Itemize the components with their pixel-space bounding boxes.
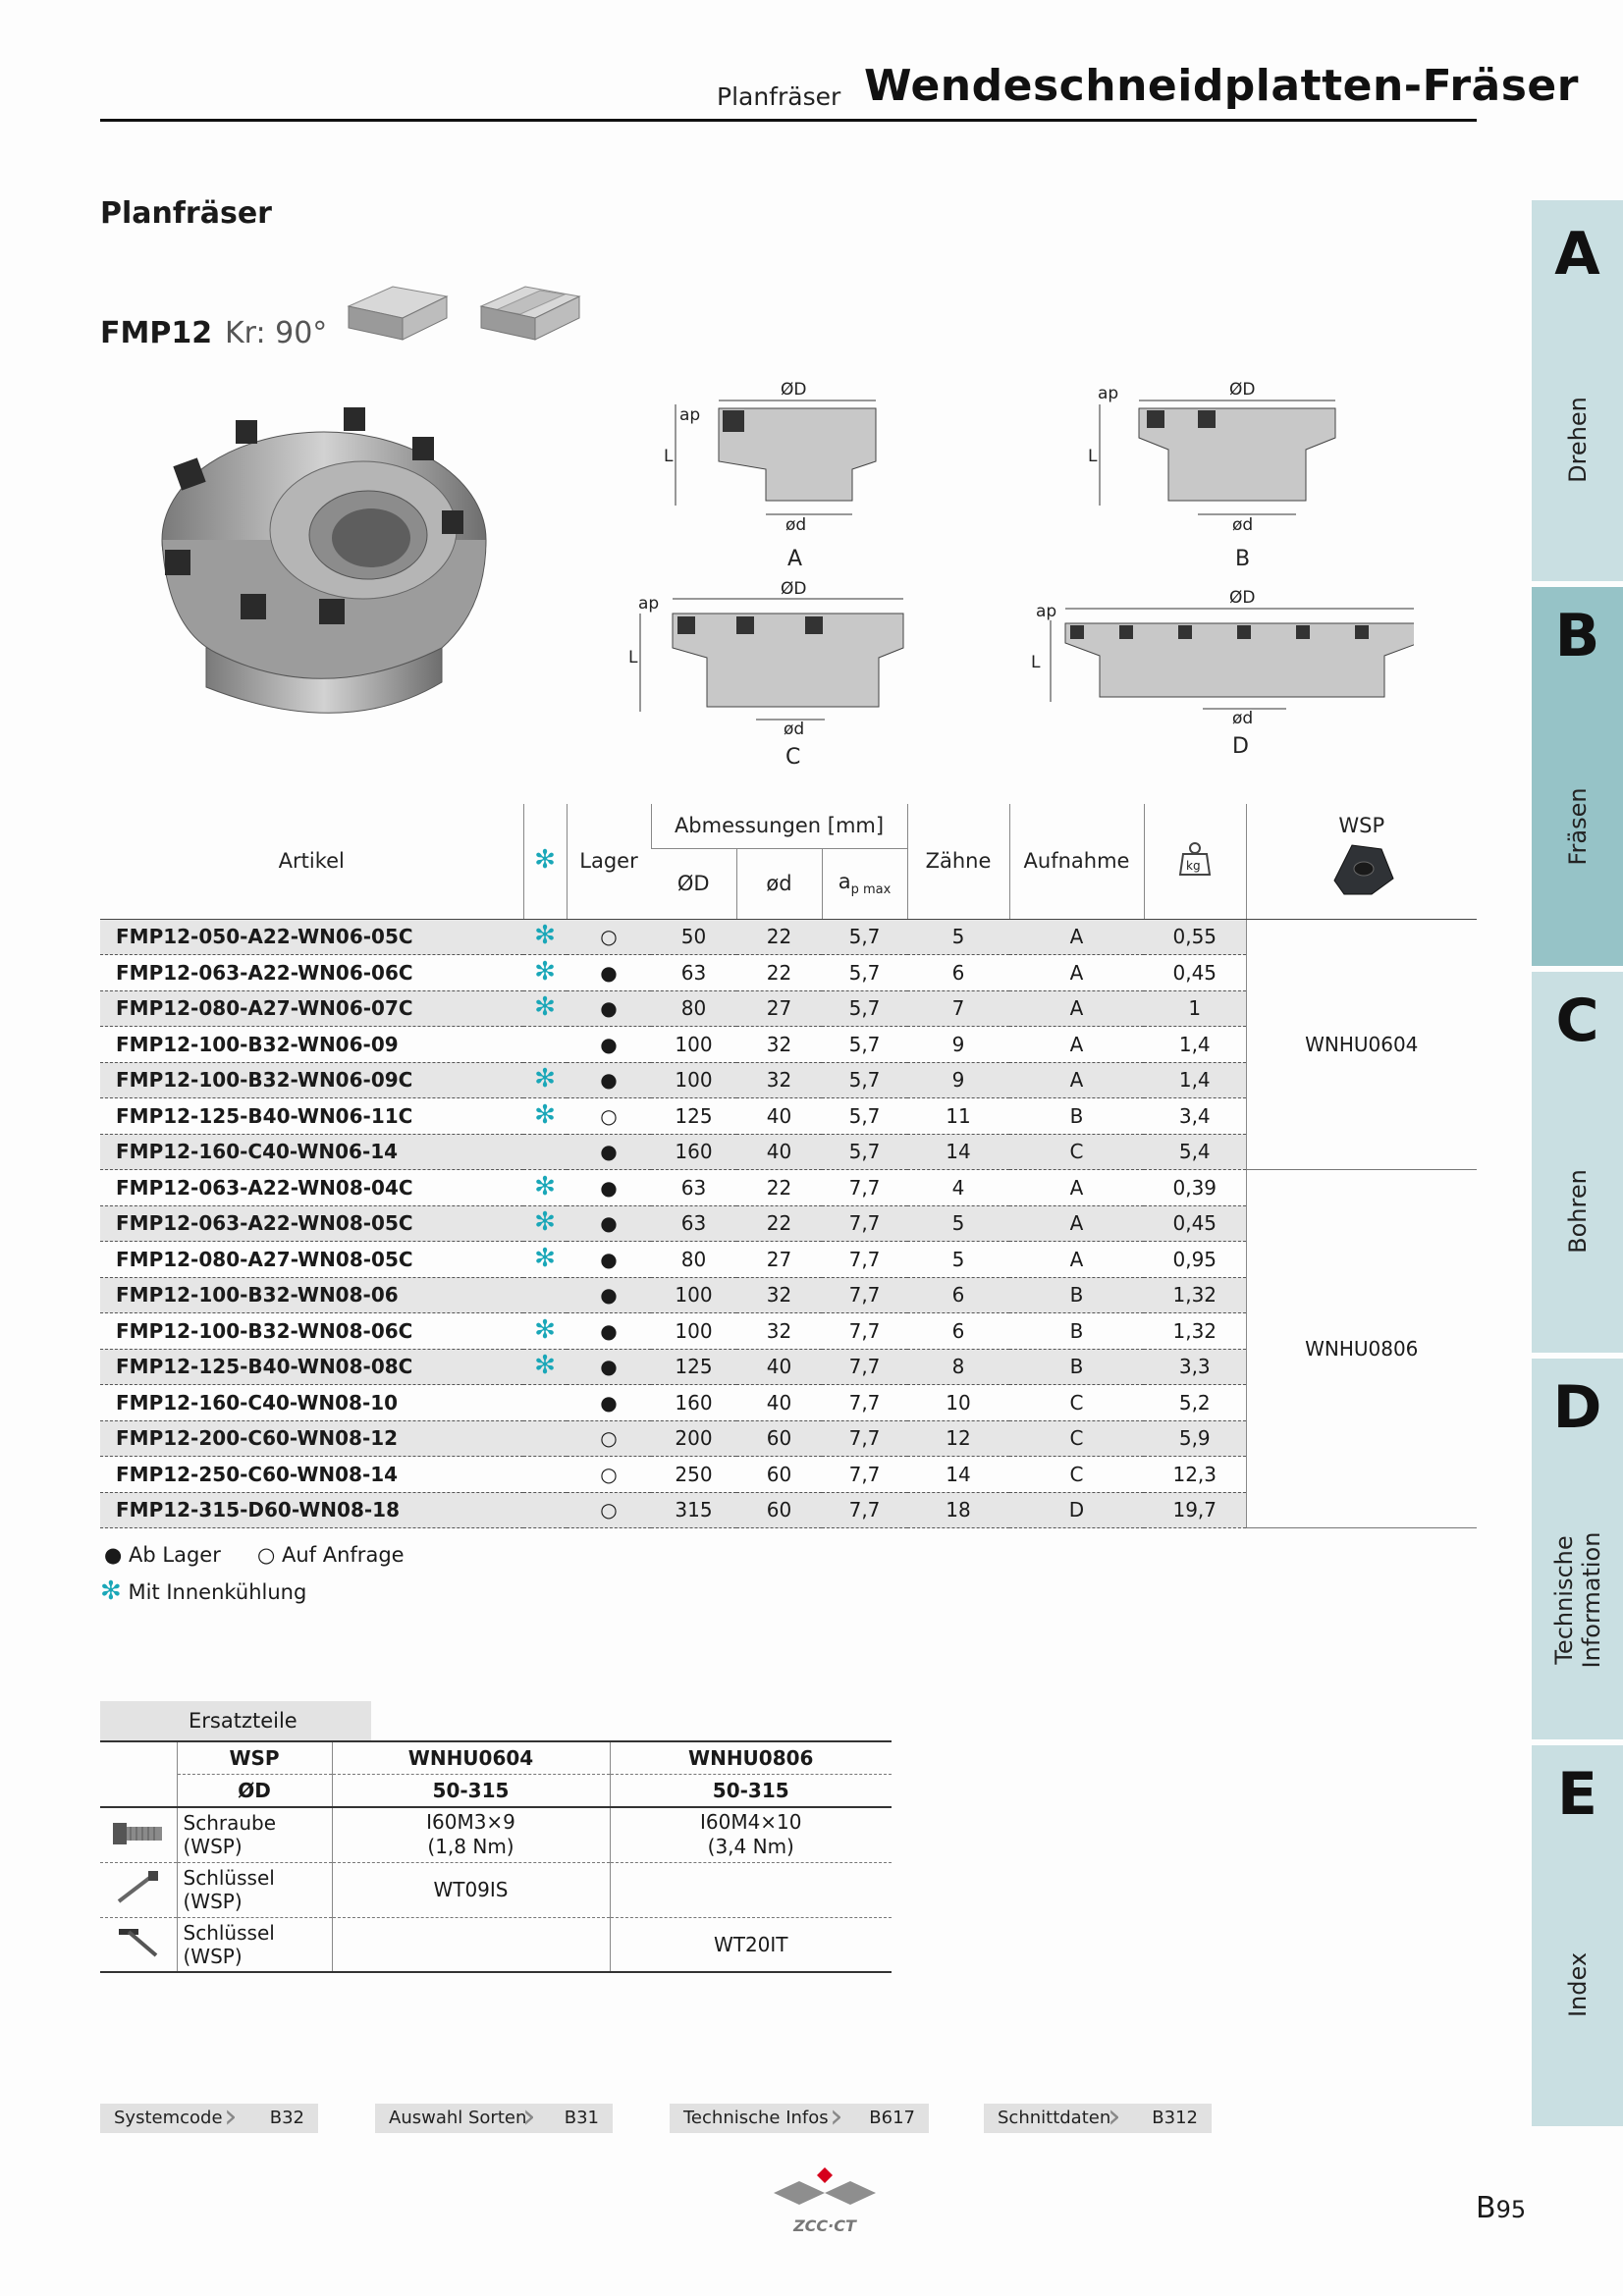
tab-word: Bohren [1563, 1169, 1592, 1254]
cell-auf: C [1009, 1457, 1144, 1493]
cell-lager: ● [567, 1313, 651, 1350]
ref-technische-infos[interactable] [670, 2097, 929, 2136]
spare-h2-c2: 50-315 [610, 1775, 892, 1808]
cell-lager: ● [567, 1385, 651, 1421]
col-od: ød [736, 848, 822, 919]
cell-ap: 7,7 [822, 1242, 907, 1278]
col-cooling [523, 804, 567, 919]
cell-lager: ○ [567, 1457, 651, 1493]
cell-artikel: FMP12-250-C60-WN08-14 [100, 1457, 523, 1493]
cell-cool [523, 1027, 567, 1063]
spare-h1-c2: WNHU0806 [610, 1741, 892, 1775]
cell-cool [523, 1420, 567, 1457]
cell-z: 4 [907, 1170, 1009, 1206]
cell-lager: ● [567, 1062, 651, 1098]
cell-z: 12 [907, 1420, 1009, 1457]
cell-ap: 7,7 [822, 1277, 907, 1313]
cell-od: 27 [736, 990, 822, 1027]
cell-OD: 160 [651, 1385, 736, 1421]
product-table [100, 804, 1477, 1528]
tab-letter: B [1554, 602, 1600, 670]
cell-od: 60 [736, 1492, 822, 1528]
cell-kg: 0,45 [1144, 955, 1246, 991]
cell-kg: 1 [1144, 990, 1246, 1027]
cell-z: 7 [907, 990, 1009, 1027]
diagram-c [628, 579, 903, 766]
cell-z: 10 [907, 1385, 1009, 1421]
col-lager: Lager [567, 804, 651, 919]
cell-cool [523, 1457, 567, 1493]
key-icon [100, 1862, 177, 1917]
tab-a-drehen[interactable] [1532, 200, 1623, 581]
cell-od: 32 [736, 1062, 822, 1098]
cell-od: 32 [736, 1027, 822, 1063]
cell-cool [523, 955, 567, 991]
tab-d-technische-information[interactable] [1532, 1359, 1623, 1739]
diagram-b [1088, 380, 1335, 571]
cell-ap: 5,7 [822, 1098, 907, 1135]
cell-artikel: FMP12-063-A22-WN08-04C [100, 1170, 523, 1206]
ref-label: Auswahl Sorten [389, 2108, 527, 2128]
tab-word: Fräsen [1563, 787, 1592, 866]
spare-h1-label: WSP [177, 1741, 332, 1775]
cell-od: 40 [736, 1385, 822, 1421]
diagram-a-caption: A [787, 547, 803, 571]
diagram-b-od-label: ØD [1229, 380, 1256, 400]
cell-artikel: FMP12-100-B32-WN06-09C [100, 1062, 523, 1098]
cell-lager: ● [567, 1170, 651, 1206]
cell-kg: 0,39 [1144, 1170, 1246, 1206]
coolant-icon: ✻ [534, 1243, 556, 1273]
cell-od: 40 [736, 1349, 822, 1385]
cell-kg: 5,9 [1144, 1420, 1246, 1457]
legend-ab-lager: ● Ab Lager [104, 1543, 221, 1567]
cell-z: 14 [907, 1134, 1009, 1170]
spare-row [100, 1862, 892, 1917]
diagram-a [664, 380, 876, 571]
tab-word-line2: Information [1577, 1531, 1605, 1669]
col-ap-a: a [838, 869, 851, 893]
product-code: FMP12 [100, 316, 213, 350]
coolant-icon: ✻ [534, 1207, 556, 1238]
page-number-num: 95 [1495, 2196, 1527, 2223]
cell-OD: 63 [651, 955, 736, 991]
cell-ap: 5,7 [822, 990, 907, 1027]
coolant-icon: ✻ [534, 1099, 556, 1130]
zcc-ct-logo [766, 2160, 884, 2238]
section-title: Planfräser [100, 196, 272, 231]
cell-OD: 200 [651, 1420, 736, 1457]
cell-kg: 0,45 [1144, 1205, 1246, 1242]
legend-innen-label: Mit Innenkühlung [128, 1580, 307, 1604]
cell-artikel: FMP12-125-B40-WN06-11C [100, 1098, 523, 1135]
spare-row-label: Schlüssel (WSP) [177, 1862, 332, 1917]
wsp-label: WSP [1338, 814, 1385, 837]
wsp-group: WNHU0806 [1246, 1170, 1477, 1528]
cell-auf: A [1009, 990, 1144, 1027]
coolant-icon: ✻ [534, 956, 556, 987]
col-wsp [1246, 804, 1477, 919]
cell-OD: 125 [651, 1098, 736, 1135]
cell-od: 27 [736, 1242, 822, 1278]
cell-artikel: FMP12-315-D60-WN08-18 [100, 1492, 523, 1528]
cutter-type-diagrams [628, 373, 1414, 766]
cell-artikel: FMP12-100-B32-WN06-09 [100, 1027, 523, 1063]
cell-cool [523, 1134, 567, 1170]
cell-lager: ● [567, 1242, 651, 1278]
coolant-icon: ✻ [534, 921, 556, 951]
header-subtitle: Planfräser [717, 82, 841, 111]
cell-cool [523, 1170, 567, 1206]
tab-c-bohren[interactable] [1532, 972, 1623, 1353]
cell-auf: D [1009, 1492, 1144, 1528]
cell-auf: C [1009, 1420, 1144, 1457]
col-artikel: Artikel [100, 804, 523, 919]
cell-kg: 5,2 [1144, 1385, 1246, 1421]
cell-lager: ● [567, 1134, 651, 1170]
page-number-letter: B [1476, 2191, 1496, 2225]
cell-OD: 100 [651, 1027, 736, 1063]
cell-kg: 5,4 [1144, 1134, 1246, 1170]
cell-kg: 19,7 [1144, 1492, 1246, 1528]
cell-artikel: FMP12-100-B32-WN08-06 [100, 1277, 523, 1313]
cell-kg: 1,4 [1144, 1027, 1246, 1063]
cell-auf: C [1009, 1385, 1144, 1421]
tab-word-line1: Technische [1549, 1535, 1578, 1665]
spare-row-c1 [332, 1807, 610, 1862]
legend-innenkuehlung [100, 1576, 307, 1606]
cell-auf: B [1009, 1098, 1144, 1135]
diagram-c-ap-label: ap [638, 594, 660, 614]
chevron-right-icon: › [1108, 2097, 1121, 2136]
cell-ap: 7,7 [822, 1492, 907, 1528]
ref-label: Schnittdaten [998, 2108, 1111, 2128]
diagram-b-ap-label: ap [1098, 384, 1119, 403]
insert-icon [1323, 837, 1401, 900]
col-ap-sub: p max [850, 882, 892, 898]
chevron-right-icon: › [830, 2097, 843, 2136]
cell-kg: 0,55 [1144, 919, 1246, 955]
cell-OD: 100 [651, 1313, 736, 1350]
cell-OD: 250 [651, 1457, 736, 1493]
coolant-icon: ✻ [534, 1064, 556, 1095]
cell-z: 8 [907, 1349, 1009, 1385]
page-number [1476, 2191, 1526, 2225]
cell-ap: 7,7 [822, 1313, 907, 1350]
cell-z: 6 [907, 955, 1009, 991]
cell-OD: 80 [651, 1242, 736, 1278]
spare-row [100, 1807, 892, 1862]
ref-page: B32 [269, 2108, 304, 2128]
cell-kg: 3,4 [1144, 1098, 1246, 1135]
cell-z: 5 [907, 919, 1009, 955]
cell-artikel: FMP12-160-C40-WN06-14 [100, 1134, 523, 1170]
diagram-a-od-label: ØD [781, 380, 807, 400]
diagram-a-l-label: L [664, 447, 674, 466]
table-row [100, 1170, 1477, 1206]
spare-title-text: Ersatzteile [189, 1709, 298, 1733]
cell-kg: 3,3 [1144, 1349, 1246, 1385]
table-row [100, 919, 1477, 955]
diagram-c-sd-label: ød [784, 720, 805, 739]
diagram-c-l-label: L [628, 648, 638, 667]
cell-z: 18 [907, 1492, 1009, 1528]
cell-od: 60 [736, 1420, 822, 1457]
ref-label: Technische Infos [683, 2108, 829, 2128]
spare-h2-label: ØD [177, 1775, 332, 1808]
cell-od: 60 [736, 1457, 822, 1493]
col-ap [822, 848, 907, 919]
cell-lager: ● [567, 990, 651, 1027]
cell-cool [523, 1098, 567, 1135]
spare-parts-table [100, 1740, 892, 1973]
cell-cool [523, 1349, 567, 1385]
weight-icon-label: kg [1186, 858, 1201, 873]
cell-lager: ● [567, 1205, 651, 1242]
cell-OD: 100 [651, 1277, 736, 1313]
cell-lager: ● [567, 1027, 651, 1063]
cell-cool [523, 919, 567, 955]
diagram-d-od-label: ØD [1229, 588, 1256, 608]
cell-z: 5 [907, 1242, 1009, 1278]
spare-row-c1: WT09IS [332, 1862, 610, 1917]
cell-OD: 50 [651, 919, 736, 955]
cell-OD: 160 [651, 1134, 736, 1170]
cell-kg: 12,3 [1144, 1457, 1246, 1493]
cell-od: 22 [736, 1205, 822, 1242]
spare-row-c2 [610, 1807, 892, 1862]
cell-kg: 1,32 [1144, 1313, 1246, 1350]
cell-lager: ● [567, 1277, 651, 1313]
coolant-icon: ✻ [534, 845, 556, 876]
ref-schnittdaten[interactable] [984, 2097, 1212, 2136]
screw-icon [100, 1807, 177, 1862]
cell-auf: A [1009, 1242, 1144, 1278]
diagram-d-caption: D [1232, 734, 1249, 759]
cell-auf: A [1009, 1170, 1144, 1206]
cell-OD: 63 [651, 1205, 736, 1242]
ref-auswahl-sorten[interactable] [375, 2097, 613, 2136]
cell-od: 32 [736, 1313, 822, 1350]
spare-h1-c1: WNHU0604 [332, 1741, 610, 1775]
cell-z: 14 [907, 1457, 1009, 1493]
cell-ap: 7,7 [822, 1349, 907, 1385]
cell-auf: A [1009, 919, 1144, 955]
tab-e-index[interactable] [1532, 1745, 1623, 2126]
ref-page: B617 [869, 2108, 915, 2128]
spare-row-c1 [332, 1917, 610, 1972]
diagram-b-l-label: L [1088, 447, 1098, 466]
cell-ap: 7,7 [822, 1385, 907, 1421]
ref-systemcode[interactable] [100, 2097, 318, 2136]
spare-title [100, 1701, 371, 1740]
coolant-icon: ✻ [534, 1351, 556, 1381]
diagram-d-ap-label: ap [1036, 602, 1057, 621]
spare-h2-c1: 50-315 [332, 1775, 610, 1808]
cell-cool [523, 990, 567, 1027]
cell-artikel: FMP12-063-A22-WN06-06C [100, 955, 523, 991]
header-rule [100, 119, 1477, 122]
diagram-c-caption: C [785, 745, 801, 766]
ref-page: B31 [564, 2108, 599, 2128]
ref-label: Systemcode [114, 2108, 223, 2128]
col-OD: ØD [651, 848, 736, 919]
diagram-a-ap-label: ap [679, 405, 701, 425]
cell-od: 32 [736, 1277, 822, 1313]
diagram-c-od-label: ØD [781, 579, 807, 599]
cell-od: 40 [736, 1134, 822, 1170]
spare-row-c2: WT20IT [610, 1917, 892, 1972]
wsp-group: WNHU0604 [1246, 919, 1477, 1170]
cell-ap: 7,7 [822, 1170, 907, 1206]
flat-block-icon [349, 287, 447, 340]
cell-z: 9 [907, 1062, 1009, 1098]
cell-lager: ● [567, 955, 651, 991]
cell-auf: B [1009, 1313, 1144, 1350]
cell-lager: ● [567, 1349, 651, 1385]
cell-artikel: FMP12-200-C60-WN08-12 [100, 1420, 523, 1457]
product-kr: Kr: 90° [225, 316, 328, 350]
cell-artikel: FMP12-080-A27-WN08-05C [100, 1242, 523, 1278]
cell-z: 6 [907, 1277, 1009, 1313]
cell-ap: 5,7 [822, 919, 907, 955]
cell-artikel: FMP12-050-A22-WN06-05C [100, 919, 523, 955]
coolant-icon: ✻ [534, 1171, 556, 1201]
cell-OD: 100 [651, 1062, 736, 1098]
cell-ap: 7,7 [822, 1457, 907, 1493]
cell-lager: ○ [567, 1492, 651, 1528]
coolant-icon: ✻ [534, 1314, 556, 1345]
diagram-b-caption: B [1235, 547, 1251, 571]
diagram-d [1031, 588, 1414, 759]
spare-row-c1b: (1,8 Nm) [427, 1835, 514, 1859]
cell-lager: ○ [567, 1420, 651, 1457]
cell-cool [523, 1313, 567, 1350]
tab-letter: C [1555, 987, 1599, 1055]
spare-row-label: Schraube (WSP) [177, 1807, 332, 1862]
cell-cool [523, 1062, 567, 1098]
cell-z: 6 [907, 1313, 1009, 1350]
step-block-icon [481, 287, 579, 340]
cell-ap: 5,7 [822, 955, 907, 991]
spare-row [100, 1917, 892, 1972]
cell-ap: 7,7 [822, 1205, 907, 1242]
cell-auf: B [1009, 1277, 1144, 1313]
col-abmessungen: Abmessungen [mm] [651, 804, 907, 848]
tab-word [1550, 1532, 1605, 1669]
ref-page: B312 [1152, 2108, 1198, 2128]
cell-ap: 5,7 [822, 1134, 907, 1170]
tab-word: Index [1563, 1951, 1592, 2018]
cell-z: 9 [907, 1027, 1009, 1063]
cell-od: 22 [736, 1170, 822, 1206]
cell-OD: 315 [651, 1492, 736, 1528]
cell-artikel: FMP12-100-B32-WN08-06C [100, 1313, 523, 1350]
cell-lager: ○ [567, 919, 651, 955]
tab-letter: A [1554, 220, 1600, 289]
coolant-icon: ✻ [534, 992, 556, 1023]
spare-row-label: Schlüssel (WSP) [177, 1917, 332, 1972]
cell-OD: 125 [651, 1349, 736, 1385]
cell-od: 22 [736, 919, 822, 955]
cell-od: 22 [736, 955, 822, 991]
cell-auf: B [1009, 1349, 1144, 1385]
t-key-icon [100, 1917, 177, 1972]
cell-ap: 5,7 [822, 1027, 907, 1063]
cell-ap: 7,7 [822, 1420, 907, 1457]
cell-artikel: FMP12-080-A27-WN06-07C [100, 990, 523, 1027]
material-blocks-icon [344, 267, 589, 355]
cell-cool [523, 1492, 567, 1528]
cell-artikel: FMP12-160-C40-WN08-10 [100, 1385, 523, 1421]
cell-auf: A [1009, 955, 1144, 991]
diagram-d-l-label: L [1031, 653, 1041, 672]
legend-coolant-icon: ✻ [100, 1576, 122, 1606]
weight-icon [1178, 840, 1212, 878]
cell-cool [523, 1385, 567, 1421]
cell-ap: 5,7 [822, 1062, 907, 1098]
logo-text: ZCC·CT [793, 2216, 856, 2235]
milling-cutter-image [147, 402, 520, 736]
chevron-right-icon: › [224, 2097, 238, 2136]
cell-cool [523, 1242, 567, 1278]
cell-OD: 80 [651, 990, 736, 1027]
cell-kg: 1,32 [1144, 1277, 1246, 1313]
cell-cool [523, 1277, 567, 1313]
cell-lager: ○ [567, 1098, 651, 1135]
tab-word: Drehen [1563, 397, 1592, 483]
cell-cool [523, 1205, 567, 1242]
tab-b-fraesen[interactable] [1532, 587, 1623, 966]
header-title: Wendeschneidplatten-Fräser [864, 61, 1579, 111]
cell-auf: C [1009, 1134, 1144, 1170]
cell-auf: A [1009, 1062, 1144, 1098]
cell-kg: 1,4 [1144, 1062, 1246, 1098]
spare-row-c2b: (3,4 Nm) [707, 1835, 794, 1859]
tab-letter: D [1552, 1373, 1602, 1442]
cell-OD: 63 [651, 1170, 736, 1206]
diagram-b-sd-label: ød [1232, 515, 1254, 535]
legend-auf-anfrage: ○ Auf Anfrage [257, 1543, 405, 1567]
col-weight [1144, 804, 1246, 919]
tab-letter: E [1557, 1760, 1597, 1829]
spare-row-c1a: I60M3×9 [426, 1810, 515, 1835]
diagram-a-sd-label: ød [785, 515, 807, 535]
spare-row-c2 [610, 1862, 892, 1917]
chevron-right-icon: › [522, 2097, 536, 2136]
cell-kg: 0,95 [1144, 1242, 1246, 1278]
col-aufnahme: Aufnahme [1009, 804, 1144, 919]
diagram-d-sd-label: ød [1232, 709, 1254, 728]
cell-auf: A [1009, 1205, 1144, 1242]
col-zaehne: Zähne [907, 804, 1009, 919]
cell-z: 11 [907, 1098, 1009, 1135]
cell-z: 5 [907, 1205, 1009, 1242]
cell-artikel: FMP12-125-B40-WN08-08C [100, 1349, 523, 1385]
cell-artikel: FMP12-063-A22-WN08-05C [100, 1205, 523, 1242]
cell-od: 40 [736, 1098, 822, 1135]
cell-auf: A [1009, 1027, 1144, 1063]
spare-row-c2a: I60M4×10 [699, 1810, 802, 1835]
